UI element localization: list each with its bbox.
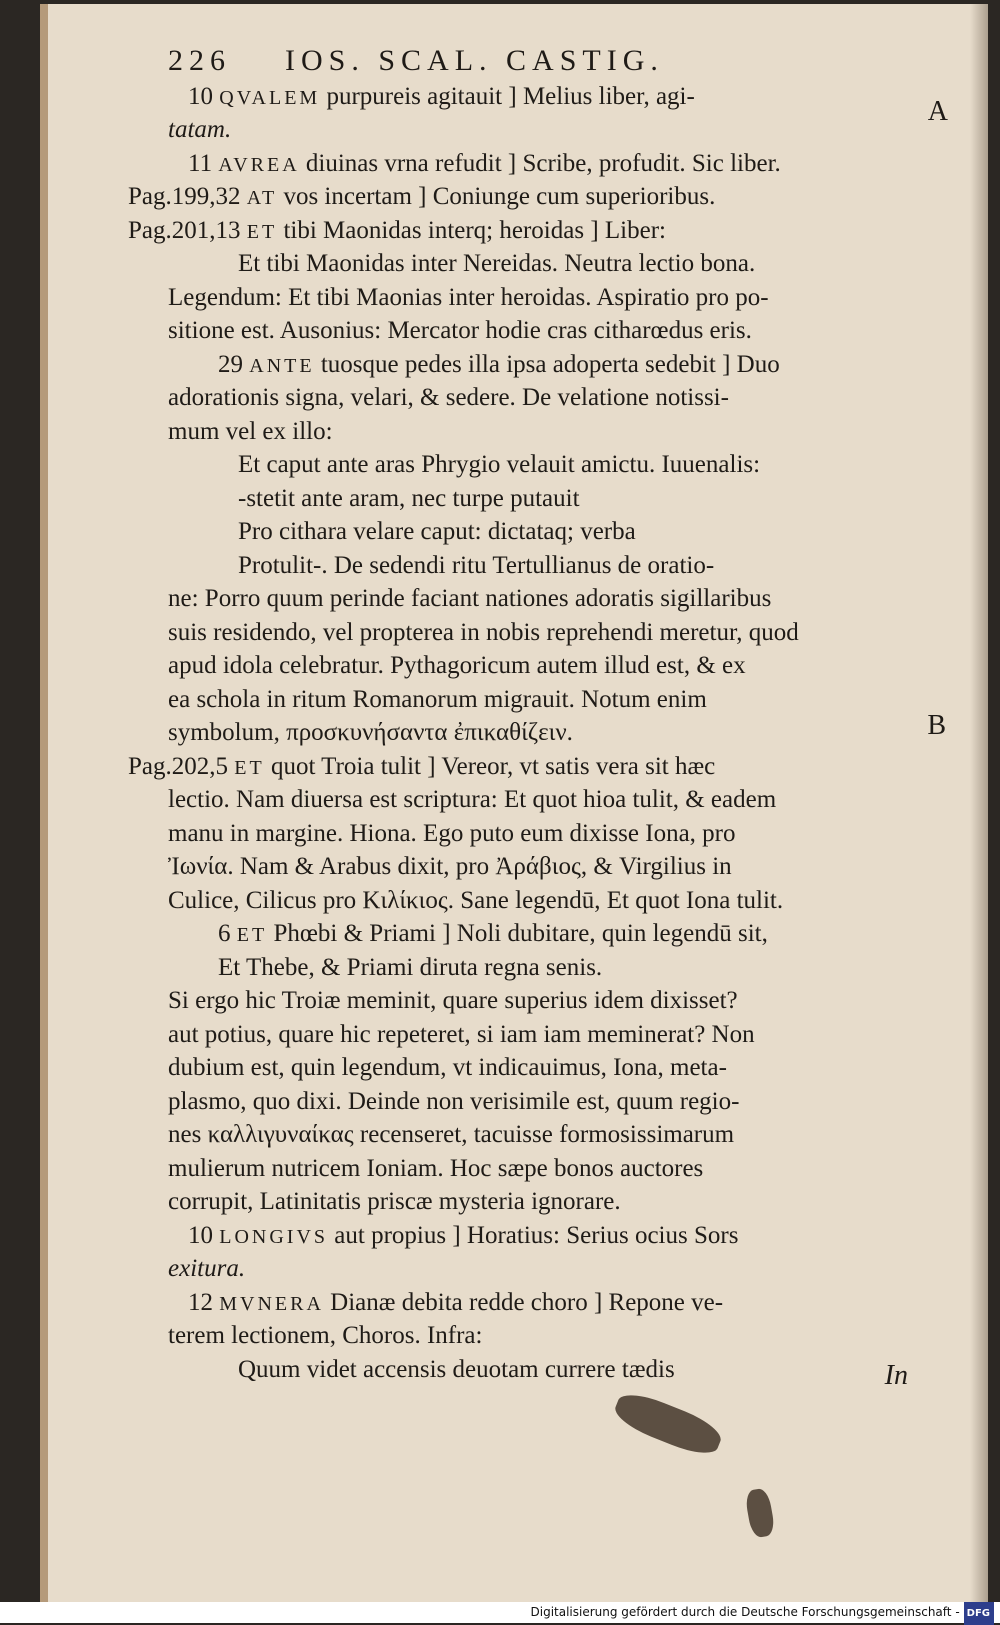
book-page (40, 4, 988, 1602)
lemma: ET (234, 756, 265, 779)
text-line (168, 683, 958, 717)
lemma: AVREA (218, 153, 300, 176)
text-line (168, 415, 958, 449)
line-text: purpureis agitauit ] Melius liber, agi- (326, 82, 695, 110)
line-text: aut propius ] Horatius: Serius ocius Sors (334, 1221, 739, 1249)
lemma: LONGIVS (219, 1225, 329, 1248)
line-text: lectio. Nam diuersa est scriptura: Et quot hioa tulit, & eadem (168, 786, 777, 813)
text-line (128, 750, 958, 784)
line-text: -stetit ante aram, nec turpe putauit (238, 484, 580, 512)
funding-footer (0, 1602, 1000, 1623)
line-text: Et caput ante aras Phrygio velauit amictu. Iuuenalis: (238, 451, 761, 478)
text-line (168, 448, 958, 482)
text-line (128, 214, 958, 248)
ink-smudge (610, 1387, 725, 1462)
catchword: In (884, 1360, 908, 1391)
text-line (168, 616, 958, 650)
text-line (168, 1085, 958, 1119)
text-line (168, 716, 958, 750)
page-text (128, 44, 958, 1386)
line-reference: 6 (218, 920, 231, 947)
text-line (168, 1152, 958, 1186)
text-line (168, 649, 958, 683)
text-line (168, 817, 958, 851)
text-line (168, 783, 958, 817)
text-line (128, 180, 958, 214)
line-text: adorationis signa, velari, & sedere. De velatione notissi- (168, 384, 729, 411)
line-text: mum vel ex illo: (168, 417, 333, 445)
line-reference: 10 (188, 82, 213, 110)
line-text: diuinas vrna refudit ] Scribe, profudit. Sic liber. (305, 149, 781, 177)
line-text: dubium est, quin legendum, vt indicauimus, Iona, meta- (168, 1054, 727, 1081)
text-line (168, 482, 958, 516)
running-header (168, 44, 958, 78)
text-line (168, 1319, 958, 1353)
page-number: 226 (168, 44, 231, 77)
text-line (168, 80, 958, 114)
text-line (168, 1051, 958, 1085)
line-text: Ἰωνία. Nam & Arabus dixit, pro Ἀράβιος, & Virgilius in (168, 853, 732, 880)
line-text: vos incertam ] Coniunge cum superioribus. (283, 183, 716, 210)
line-reference: 12 (188, 1288, 213, 1316)
text-line (168, 549, 958, 583)
line-text: nes καλλιγυναίκας recenseret, tacuisse formosissimarum (168, 1121, 735, 1148)
lemma: ANTE (249, 354, 315, 377)
text-line (168, 1118, 958, 1152)
running-title: IOS. SCAL. CASTIG. (285, 44, 664, 77)
text-lines (128, 80, 958, 1387)
text-line (168, 1286, 958, 1320)
line-text: sitione est. Ausonius: Mercator hodie cras citharœdus eris. (168, 317, 752, 344)
text-line (168, 984, 958, 1018)
lemma: AT (246, 187, 278, 209)
line-text: Phœbi & Priami ] Noli dubitare, quin legendū sit, (273, 920, 768, 947)
line-reference: Pag.199,32 (128, 183, 241, 210)
line-text: mulierum nutricem Ioniam. Hoc sæpe bonos auctores (168, 1154, 704, 1182)
line-text: tatam. (168, 116, 232, 143)
text-line (168, 515, 958, 549)
line-text: quot Troia tulit ] Vereor, vt satis vera sit hæc (270, 752, 716, 780)
line-text: Protulit-. De sedendi ritu Tertullianus de oratio- (238, 551, 715, 579)
line-text: Culice, Cilicus pro Κιλίκιος. Sane legendū, Et quot Iona tulit. (168, 886, 784, 914)
line-reference: Pag.201,13 (128, 216, 241, 244)
line-text: corrupit, Latinitatis priscæ mysteria ignorare. (168, 1188, 621, 1215)
text-line (168, 247, 958, 281)
page-edge-shadow (970, 4, 988, 1602)
text-line (168, 1219, 958, 1253)
line-text: tibi Maonidas interq; heroidas ] Liber: (283, 216, 666, 244)
line-text: exitura. (168, 1255, 246, 1282)
line-text: Si ergo hic Troiæ meminit, quare superius idem dixisset? (168, 987, 738, 1014)
text-line (168, 1252, 958, 1286)
margin-letter-b: B (927, 710, 946, 741)
line-text: plasmo, quo dixi. Deinde non verisimile est, quum regio- (168, 1087, 740, 1115)
line-text: symbolum, προσκυνήσαντα ἐπικαθίζειν. (168, 719, 573, 746)
text-line (168, 381, 958, 415)
text-line (168, 314, 958, 348)
line-text: Pro cithara velare caput: dictataq; verba (238, 518, 636, 545)
text-line (168, 884, 958, 918)
text-line (168, 951, 958, 985)
line-text: Et Thebe, & Priami diruta regna senis. (218, 953, 603, 981)
line-text: ne: Porro quum perinde faciant nationes adoratis sigillaribus (168, 585, 772, 612)
ink-smudge (744, 1487, 776, 1538)
text-line (168, 850, 958, 884)
text-line (168, 281, 958, 315)
funding-note: Digitalisierung gefördert durch die Deutsche Forschungsgemeinschaft - (530, 1605, 960, 1619)
dfg-logo: DFG (964, 1602, 994, 1625)
text-line (168, 147, 958, 181)
line-reference: 29 (218, 350, 243, 378)
line-text: ea schola in ritum Romanorum migrauit. Notum enim (168, 685, 707, 713)
margin-letter-a: A (927, 96, 948, 127)
line-text: suis residendo, vel propterea in nobis reprehendi meretur, quod (168, 618, 799, 646)
lemma: QVALEM (219, 86, 321, 109)
lemma: MVNERA (219, 1292, 324, 1315)
text-line (168, 917, 958, 951)
line-text: tuosque pedes illa ipsa adoperta sedebit ] Duo (320, 350, 780, 378)
line-text: Dianæ debita redde choro ] Repone ve- (330, 1288, 724, 1316)
text-line (168, 113, 958, 147)
line-reference: 11 (188, 149, 213, 177)
text-line (168, 582, 958, 616)
text-line (168, 1185, 958, 1219)
line-text: Et tibi Maonidas inter Nereidas. Neutra lectio bona. (238, 250, 756, 277)
line-text: apud idola celebratur. Pythagoricum autem illud est, & ex (168, 652, 746, 679)
line-reference: Pag.202,5 (128, 752, 228, 780)
line-text: Legendum: Et tibi Maonias inter heroidas. Aspiratio pro po- (168, 283, 769, 311)
text-line (168, 1353, 958, 1387)
text-line (168, 1018, 958, 1052)
line-reference: 10 (188, 1221, 213, 1249)
line-text: terem lectionem, Choros. Infra: (168, 1322, 483, 1349)
lemma: ET (246, 220, 278, 243)
line-text: Quum videt accensis deuotam currere tædis (238, 1355, 675, 1383)
line-text: manu in margine. Hiona. Ego puto eum dixisse Iona, pro (168, 819, 736, 847)
text-line (168, 348, 958, 382)
line-text: aut potius, quare hic repeteret, si iam iam meminerat? Non (168, 1020, 755, 1048)
lemma: ET (236, 924, 268, 946)
